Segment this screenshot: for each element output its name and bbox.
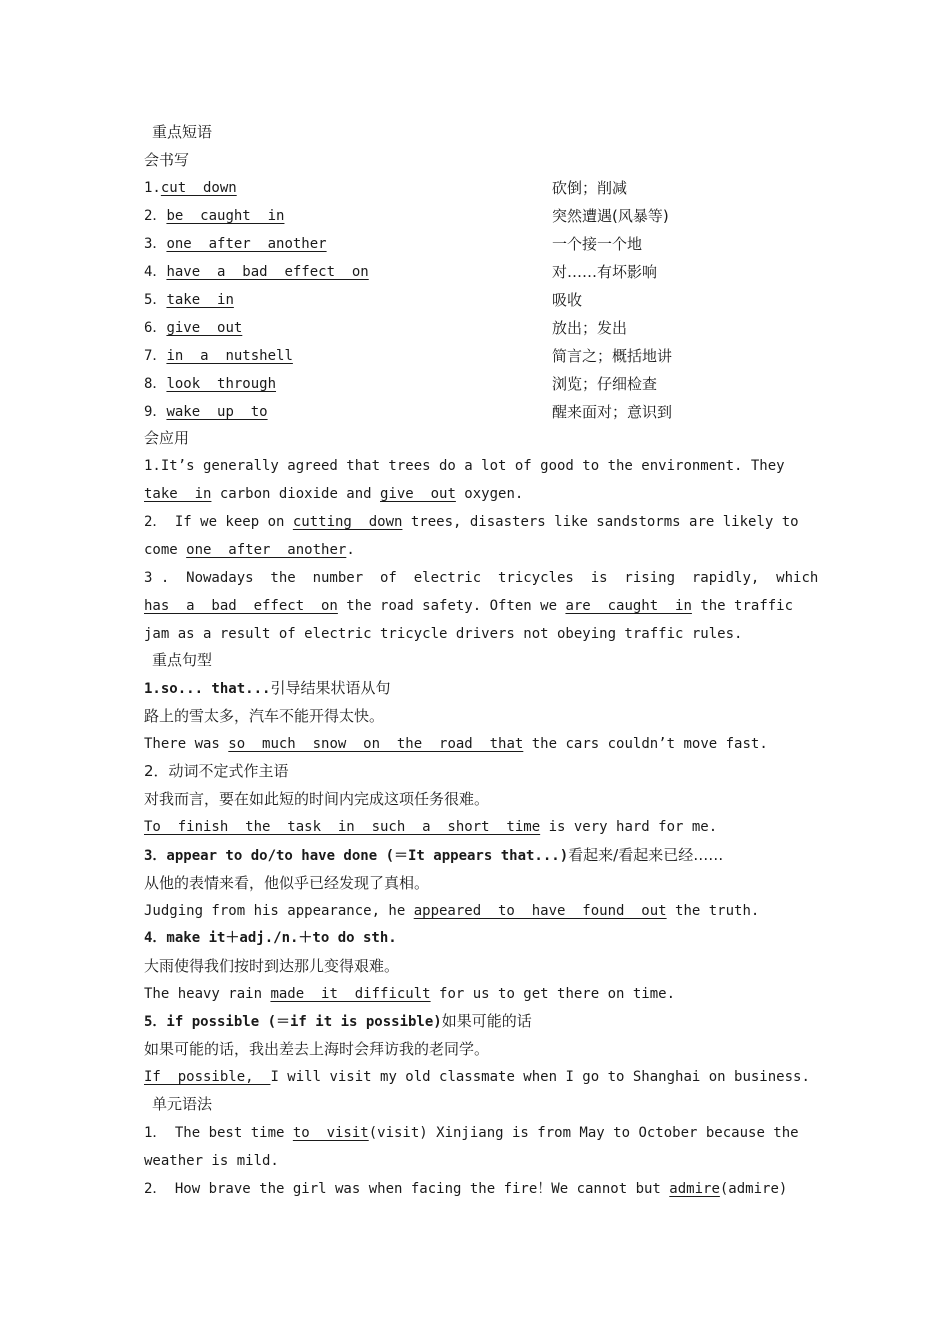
phrase-meaning: 简言之；概括地讲 [552, 347, 673, 365]
phrase-meaning: 放出；发出 [552, 319, 628, 337]
phrase-item: 7．in a nutshell [144, 348, 293, 364]
exercise-text: 3 . Nowadays the number of electric tricycles is rising rapidly, which [144, 570, 819, 586]
section-title-grammar: 单元语法 [152, 1095, 213, 1113]
english-sentence: There was so much snow on the road that the cars couldn’t move fast. [144, 736, 768, 752]
phrase-item: 5．take in [144, 292, 234, 308]
phrase-meaning: 醒来面对；意识到 [552, 403, 673, 421]
exercise-text: 2． If we keep on cutting down trees, disasters like sandstorms are likely to [144, 514, 799, 530]
exercise-text: 1.It’s generally agreed that trees do a lot of good to the environment. They [144, 458, 785, 474]
pattern-heading: 4．make it＋adj./n.＋to do sth. [144, 930, 397, 946]
english-sentence: If possible, I will visit my old classmate when I go to Shanghai on business. [144, 1069, 810, 1085]
phrase-meaning: 吸收 [552, 291, 583, 309]
phrase-item: 8．look through [144, 376, 277, 392]
exercise-text: jam as a result of electric tricycle drivers not obeying traffic rules. [144, 626, 743, 642]
pattern-heading: 3．appear to do/to have done (＝It appears that...)看起来/看起来已经…… [144, 846, 724, 864]
pattern-heading: 2．动词不定式作主语 [144, 762, 289, 780]
phrase-item: 2．be caught in [144, 208, 285, 224]
phrase-meaning: 突然遭遇(风暴等) [552, 207, 669, 225]
grammar-exercise: 1． The best time to visit(visit) Xinjiang is from May to October because the [144, 1125, 799, 1141]
english-sentence: The heavy rain made it difficult for us to get there on time. [144, 986, 676, 1002]
phrase-item: 3．one after another [144, 236, 327, 252]
chinese-sentence: 如果可能的话，我出差去上海时会拜访我的老同学。 [144, 1040, 490, 1058]
subheading-writing: 会书写 [144, 151, 190, 169]
section-title-phrases: 重点短语 [152, 123, 213, 141]
phrase-item: 4．have a bad effect on [144, 264, 369, 280]
chinese-sentence: 路上的雪太多，汽车不能开得太快。 [144, 707, 385, 725]
section-title-patterns: 重点句型 [152, 651, 213, 669]
phrase-item: 1.cut down [144, 180, 237, 196]
grammar-exercise: weather is mild. [144, 1153, 279, 1169]
phrase-meaning: 对……有坏影响 [552, 263, 658, 281]
chinese-sentence: 对我而言，要在如此短的时间内完成这项任务很难。 [144, 790, 490, 808]
exercise-text: come one after another. [144, 542, 355, 558]
grammar-exercise: 2． How brave the girl was when facing the fire！We cannot but admire(admire) [144, 1181, 788, 1197]
phrase-item: 6．give out [144, 320, 243, 336]
subheading-application: 会应用 [144, 429, 190, 447]
pattern-heading: 1.so... that...引导结果状语从句 [144, 679, 391, 697]
chinese-sentence: 大雨使得我们按时到达那儿变得艰难。 [144, 957, 400, 975]
phrase-meaning: 浏览；仔细检查 [552, 375, 658, 393]
phrase-meaning: 砍倒；削减 [552, 179, 628, 197]
english-sentence: To finish the task in such a short time is very hard for me. [144, 819, 718, 835]
phrase-item: 9．wake up to [144, 404, 268, 420]
exercise-text: has a bad effect on the road safety. Often we are caught in the traffic [144, 598, 794, 614]
pattern-heading: 5．if possible (＝if it is possible)如果可能的话 [144, 1012, 532, 1030]
exercise-text: take in carbon dioxide and give out oxygen. [144, 486, 524, 502]
chinese-sentence: 从他的表情来看，他似乎已经发现了真相。 [144, 874, 430, 892]
english-sentence: Judging from his appearance, he appeared to have found out the truth. [144, 903, 760, 919]
phrase-meaning: 一个接一个地 [552, 235, 643, 253]
